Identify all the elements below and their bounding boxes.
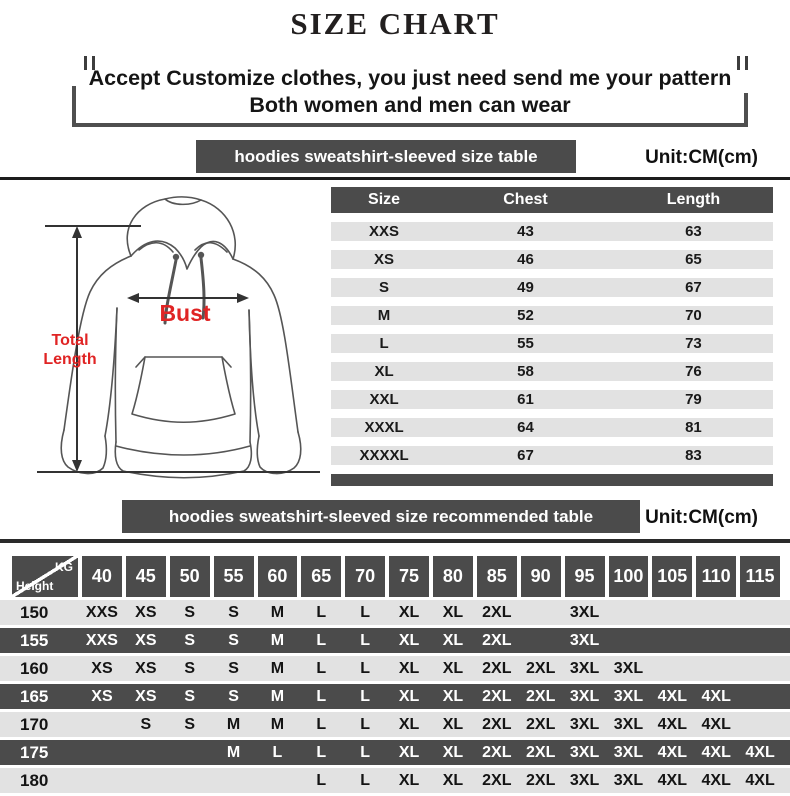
- weight-header-cell: 80: [433, 556, 473, 597]
- kangaroo-pocket: [132, 357, 235, 422]
- banner-line-1: Accept Customize clothes, you just need send me your pattern: [88, 66, 732, 90]
- size-value-cell: 3XL: [569, 715, 600, 733]
- weight-header-cell: 70: [345, 556, 385, 597]
- size-value-cell: S: [184, 631, 196, 649]
- size-value-cell: XL: [398, 631, 420, 649]
- size-value-cell: 2XL: [526, 659, 556, 677]
- size-table-footer-bar: [331, 474, 773, 486]
- size-value-cell: 3XL: [613, 659, 644, 677]
- size-table-cell: 70: [685, 307, 702, 324]
- size-table-body: [331, 222, 773, 465]
- size-value-cell: 3XL: [569, 687, 600, 705]
- size-value-cell: S: [140, 715, 152, 733]
- size-value-cell: L: [272, 743, 283, 761]
- size-value-cell: S: [184, 603, 196, 621]
- size-value-cell: L: [316, 603, 327, 621]
- size-value-cell: 4XL: [701, 715, 731, 733]
- size-value-cell: M: [226, 715, 241, 733]
- size-table-title-bar: hoodies sweatshirt-sleeved size table: [196, 140, 576, 173]
- size-value-cell: L: [360, 687, 371, 705]
- recommended-table-body: [0, 600, 790, 793]
- recommended-table-row: [0, 740, 790, 765]
- size-value-cell: 3XL: [569, 743, 600, 761]
- size-value-cell: L: [316, 659, 327, 677]
- size-table-cell: XXL: [369, 391, 399, 408]
- weight-header-cell: 90: [521, 556, 561, 597]
- size-table-cell: 46: [517, 251, 534, 268]
- size-value-cell: XL: [398, 743, 420, 761]
- height-axis-label: Height: [16, 579, 54, 593]
- size-table-cell: M: [377, 307, 391, 324]
- size-value-cell: 4XL: [745, 743, 775, 761]
- weight-header-cell: 115: [740, 556, 780, 597]
- size-table-row: [331, 306, 773, 325]
- size-table-cell: 83: [685, 447, 702, 464]
- size-value-cell: XS: [135, 631, 157, 649]
- banner-line-2: Both women and men can wear: [249, 93, 571, 117]
- size-table-cell: 63: [685, 223, 702, 240]
- size-value-cell: 4XL: [657, 687, 687, 705]
- size-table-row: [331, 222, 773, 241]
- total-length-label: [20, 331, 120, 369]
- size-table-cell: 43: [517, 223, 534, 240]
- recommended-table-row: [0, 656, 790, 681]
- size-value-cell: 2XL: [526, 687, 556, 705]
- weight-header-cell: 100: [609, 556, 649, 597]
- recommended-table-header: [0, 556, 790, 597]
- size-table-cell: 81: [685, 419, 702, 436]
- height-value-cell: 155: [20, 630, 49, 650]
- size-table-cell: 67: [685, 279, 702, 296]
- size-value-cell: XS: [91, 687, 113, 705]
- corner-cell: [12, 556, 78, 597]
- size-table-row: [331, 250, 773, 269]
- size-table-cell: L: [379, 335, 389, 352]
- size-value-cell: 4XL: [657, 743, 687, 761]
- size-value-cell: XS: [91, 659, 113, 677]
- recommended-table-row: [0, 712, 790, 737]
- size-value-cell: L: [316, 687, 327, 705]
- weight-header-cell: 65: [301, 556, 341, 597]
- size-table-cell: 49: [517, 279, 534, 296]
- kg-axis-label: KG: [55, 560, 73, 574]
- size-value-cell: 2XL: [526, 715, 556, 733]
- recommended-table-row: [0, 600, 790, 625]
- height-value-cell: 150: [20, 602, 49, 622]
- size-value-cell: 4XL: [701, 687, 731, 705]
- size-table-cell: 73: [685, 335, 702, 352]
- size-table-header: [331, 187, 773, 213]
- size-value-cell: XL: [398, 603, 420, 621]
- weight-header-cell: 110: [696, 556, 736, 597]
- size-value-cell: 4XL: [745, 771, 775, 789]
- size-value-cell: XL: [398, 659, 420, 677]
- size-table-cell: 61: [517, 391, 534, 408]
- size-value-cell: S: [184, 659, 196, 677]
- weight-header-cell: 75: [389, 556, 429, 597]
- unit-label: Unit:CM(cm): [645, 507, 758, 528]
- size-value-cell: XL: [398, 715, 420, 733]
- size-value-cell: 3XL: [613, 687, 644, 705]
- size-table-row: [331, 362, 773, 381]
- bust-label: Bust: [159, 300, 211, 326]
- size-table-cell: 76: [685, 363, 702, 380]
- weight-header-cell: 40: [82, 556, 122, 597]
- size-value-cell: L: [360, 631, 371, 649]
- size-value-cell: L: [316, 771, 327, 789]
- size-value-cell: 2XL: [482, 715, 512, 733]
- size-value-cell: 3XL: [613, 743, 644, 761]
- size-value-cell: 3XL: [613, 771, 644, 789]
- column-header-length: Length: [666, 191, 721, 208]
- divider: [0, 177, 790, 180]
- weight-header-cell: 50: [170, 556, 210, 597]
- size-value-cell: 2XL: [482, 659, 512, 677]
- weight-header-cell: 60: [258, 556, 298, 597]
- size-value-cell: L: [316, 631, 327, 649]
- size-value-cell: S: [228, 603, 239, 621]
- total-length-line-2: Length: [43, 351, 97, 368]
- size-value-cell: S: [228, 631, 239, 649]
- size-table-cell: XXXL: [364, 419, 404, 436]
- size-value-cell: M: [270, 715, 285, 733]
- recommended-table-row: [0, 768, 790, 793]
- column-header-chest: Chest: [503, 191, 548, 208]
- size-table-row: [331, 334, 773, 353]
- size-value-cell: XL: [442, 631, 464, 649]
- size-table-cell: 58: [517, 363, 534, 380]
- size-value-cell: L: [360, 659, 371, 677]
- size-value-cell: XL: [398, 771, 420, 789]
- size-table-cell: XXS: [369, 223, 400, 240]
- size-value-cell: S: [228, 659, 239, 677]
- size-value-cell: 4XL: [701, 771, 731, 789]
- height-value-cell: 180: [20, 770, 49, 790]
- size-value-cell: M: [270, 687, 285, 705]
- size-table-cell: 79: [685, 391, 702, 408]
- recommended-table-title-bar: hoodies sweatshirt-sleeved size recommended table: [122, 500, 640, 533]
- size-value-cell: XS: [135, 687, 157, 705]
- size-value-cell: L: [360, 603, 371, 621]
- size-table-row: [331, 446, 773, 465]
- size-table-row: [331, 418, 773, 437]
- size-value-cell: 2XL: [482, 687, 512, 705]
- size-table-cell: 64: [517, 419, 534, 436]
- size-value-cell: L: [360, 771, 371, 789]
- size-value-cell: XL: [398, 687, 420, 705]
- size-value-cell: 2XL: [482, 631, 512, 649]
- weight-header-cell: 85: [477, 556, 517, 597]
- size-value-cell: 4XL: [657, 715, 687, 733]
- size-value-cell: 3XL: [569, 771, 600, 789]
- size-table: [331, 187, 773, 486]
- size-value-cell: XL: [442, 743, 464, 761]
- height-value-cell: 160: [20, 658, 49, 678]
- size-table-row: [331, 390, 773, 409]
- size-value-cell: 2XL: [482, 771, 512, 789]
- size-value-cell: 3XL: [569, 603, 600, 621]
- size-value-cell: L: [316, 743, 327, 761]
- weight-header-cell: 55: [214, 556, 254, 597]
- size-value-cell: S: [184, 715, 196, 733]
- size-value-cell: 3XL: [613, 715, 644, 733]
- size-value-cell: M: [270, 603, 285, 621]
- size-table-cell: 55: [517, 335, 534, 352]
- size-value-cell: 3XL: [569, 631, 600, 649]
- recommended-table-row: [0, 684, 790, 709]
- size-value-cell: 3XL: [569, 659, 600, 677]
- weight-header-cell: 105: [652, 556, 692, 597]
- weight-header-cell: 95: [565, 556, 605, 597]
- size-value-cell: XXS: [85, 603, 118, 621]
- column-header-size: Size: [368, 191, 401, 208]
- size-table-cell: XL: [374, 363, 394, 380]
- size-value-cell: 2XL: [482, 743, 512, 761]
- unit-label: Unit:CM(cm): [645, 147, 758, 168]
- size-table-cell: 52: [517, 307, 534, 324]
- size-value-cell: XL: [442, 659, 464, 677]
- size-table-row: [331, 278, 773, 297]
- size-value-cell: 2XL: [526, 771, 556, 789]
- size-value-cell: XS: [135, 603, 157, 621]
- size-value-cell: S: [184, 687, 196, 705]
- size-value-cell: XL: [442, 771, 464, 789]
- size-value-cell: XL: [442, 687, 464, 705]
- size-table-cell: XS: [374, 251, 395, 268]
- customize-note-banner: [72, 60, 748, 127]
- size-value-cell: M: [270, 659, 285, 677]
- size-value-cell: 2XL: [526, 743, 556, 761]
- total-length-line-1: Total: [51, 332, 89, 349]
- height-value-cell: 175: [20, 742, 49, 762]
- recommended-table-row: [0, 628, 790, 653]
- size-table-cell: 67: [517, 447, 534, 464]
- size-value-cell: XL: [442, 603, 464, 621]
- weight-header-cell: 45: [126, 556, 166, 597]
- height-value-cell: 165: [20, 686, 49, 706]
- size-value-cell: 2XL: [482, 603, 512, 621]
- size-table-cell: S: [379, 279, 390, 296]
- size-value-cell: S: [228, 687, 239, 705]
- size-value-cell: XXS: [85, 631, 118, 649]
- size-value-cell: 4XL: [701, 743, 731, 761]
- size-value-cell: L: [360, 743, 371, 761]
- size-value-cell: 4XL: [657, 771, 687, 789]
- page-title: SIZE CHART: [290, 6, 500, 41]
- size-value-cell: M: [226, 743, 241, 761]
- size-value-cell: L: [316, 715, 327, 733]
- size-value-cell: XS: [135, 659, 157, 677]
- divider: [0, 539, 790, 543]
- recommended-size-table: [0, 556, 790, 796]
- size-table-cell: 65: [685, 251, 702, 268]
- size-table-cell: XXXXL: [359, 447, 409, 464]
- size-value-cell: L: [360, 715, 371, 733]
- size-value-cell: M: [270, 631, 285, 649]
- height-value-cell: 170: [20, 714, 49, 734]
- size-value-cell: XL: [442, 715, 464, 733]
